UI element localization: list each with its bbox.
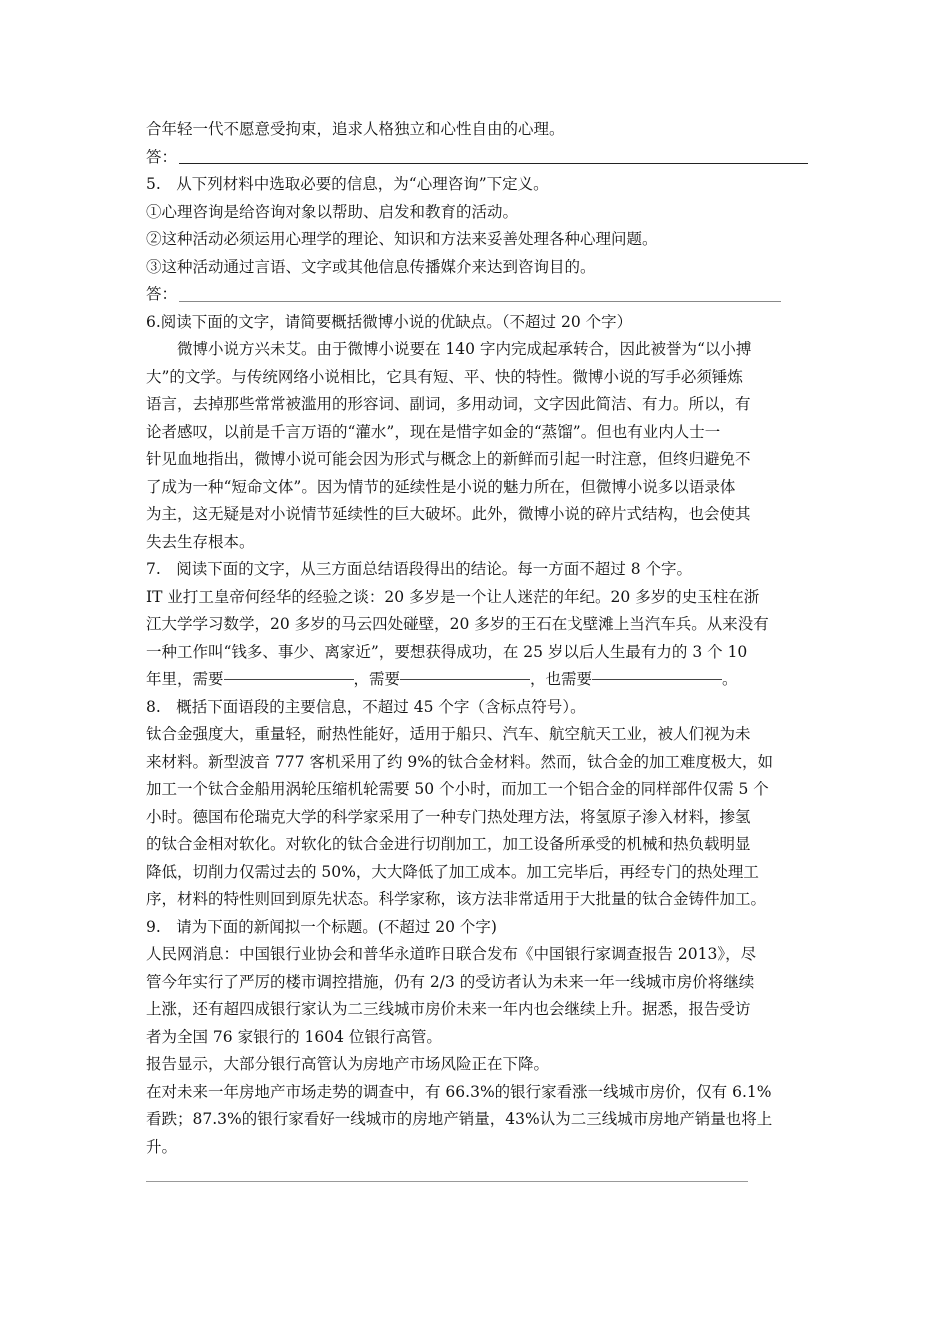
q6-passage-line: 微博小说方兴未艾。由于微博小说要在 140 字内完成起承转合，因此被誉为“以小搏 [177, 340, 752, 358]
q8-title: 8. 概括下面语段的主要信息，不超过 45 个字（含标点符号）。 [146, 697, 586, 716]
fill-blank-3[interactable] [592, 679, 722, 680]
q9-passage-line: 者为全国 76 家银行的 1604 位银行高管。 [146, 1027, 442, 1046]
q7-fill-line [146, 666, 811, 694]
answer-label: 答： [146, 147, 178, 166]
q6-passage-line: 语言，去掉那些常常被滥用的形容词、副词，多用动词，文字因此简洁、有力。所以，有 [146, 395, 751, 413]
q9-passage-line: 升。 [146, 1137, 178, 1156]
q8-passage-line: 钛合金强度大，重量轻，耐热性能好，适用于船只、汽车、航空航天工业，被人们视为未 [146, 725, 751, 743]
q6-passage-line: 针见血地指出，微博小说可能会因为形式与概念上的新鲜而引起一时注意，但终归避免不 [146, 450, 751, 468]
q8-passage-line: 来材料。新型波音 777 客机采用了约 9%的钛合金材料。然而，钛合金的加工难度极大，如 [146, 752, 773, 771]
q6-passage-line: 失去生存根本。 [146, 532, 255, 551]
answer-label: 答： [146, 285, 178, 303]
q6-passage-line: 大”的文学。与传统网络小说相比，它具有短、平、快的特性。微博小说的写手必须锤炼 [146, 367, 743, 386]
q7-passage-line: 一种工作叫“钱多、事少、离家近”，要想获得成功，在 25 岁以后人生最有力的 3 个 10 [146, 642, 748, 661]
q9-passage-line: 人民网消息：中国银行业协会和普华永道昨日联合发布《中国银行家调查报告 2013》，尽 [146, 945, 757, 963]
answer-rule [179, 163, 808, 164]
answer-rule [179, 301, 781, 302]
fill-text: 年里，需要 [146, 670, 224, 688]
fill-blank-1[interactable] [224, 679, 354, 680]
q6-passage-line: 论者感叹，以前是千言万语的“灌水”，现在是惜字如金的“蒸馏”。但也有业内人士一 [146, 422, 721, 441]
fill-text: 。 [722, 670, 738, 688]
q9-passage-line: 上涨，还有超四成银行家认为二三线城市房价未来一年内也会继续上升。据悉，报告受访 [146, 1000, 751, 1018]
q5-material-1: ①心理咨询是给咨询对象以帮助、启发和教育的活动。 [146, 202, 519, 221]
answer-line-q5[interactable] [146, 281, 811, 309]
q9-passage-line: 在对未来一年房地产市场走势的调查中，有 66.3%的银行家看涨一线城市房价，仅有 6.1% [146, 1082, 772, 1101]
q9-passage-line: 管今年实行了严厉的楼市调控措施，仍有 2/3 的受访者认为未来一年一线城市房价将继续 [146, 972, 755, 991]
fill-text: ，需要 [353, 670, 401, 688]
q9-title: 9. 请为下面的新闻拟一个标题。(不超过 20 个字) [146, 917, 497, 936]
q5-material-3: ③这种活动通过言语、文字或其他信息传播媒介来达到咨询目的。 [146, 257, 596, 276]
q6-passage-line: 了成为一种“短命文体”。因为情节的延续性是小说的魅力所在，但微博小说多以语录体 [146, 477, 736, 496]
q6-title: 6.阅读下面的文字，请简要概括微博小说的优缺点。（不超过 20 个字） [146, 312, 633, 331]
q5-title: 5. 从下列材料中选取必要的信息，为“心理咨询”下定义。 [146, 175, 549, 193]
q7-passage-line: IT 业打工皇帝何经华的经验之谈：20 多岁是一个让人迷茫的年纪。20 多岁的史玉柱在浙 [146, 587, 760, 606]
q8-passage-line: 降低，切削力仅需过去的 50%，大大降低了加工成本。加工完毕后，再经专门的热处理工 [146, 862, 759, 881]
fill-blank-2[interactable] [400, 679, 530, 680]
q9-passage-line: 看跌；87.3%的银行家看好一线城市的房地产销量，43%认为二三线城市房地产销量也将上 [146, 1110, 773, 1128]
q8-passage-line: 的钛合金相对软化。对软化的钛合金进行切削加工，加工设备所承受的机械和热负载明显 [146, 835, 751, 853]
answer-rule-q9[interactable] [146, 1181, 748, 1182]
q5-material-2: ②这种活动必须运用心理学的理论、知识和方法来妥善处理各种心理问题。 [146, 230, 658, 248]
answer-line-q4[interactable] [146, 144, 811, 172]
q7-passage-line: 江大学学习数学，20 多岁的马云四处碰壁，20 多岁的王石在戈壁滩上当汽车兵。从来没有 [146, 615, 769, 633]
fill-text: ，也需要 [530, 670, 593, 688]
continued-text-line: 合年轻一代不愿意受拘束，追求人格独立和心性自由的心理。 [146, 120, 565, 138]
q6-passage-line: 为主，这无疑是对小说情节延续性的巨大破坏。此外，微博小说的碎片式结构，也会使其 [146, 505, 751, 523]
q9-passage-line: 报告显示，大部分银行高管认为房地产市场风险正在下降。 [146, 1055, 550, 1073]
q8-passage-line: 序，材料的特性则回到原先状态。科学家称，该方法非常适用于大批量的钛合金铸件加工。 [146, 890, 767, 908]
q7-title: 7. 阅读下面的文字，从三方面总结语段得出的结论。每一方面不超过 8 个字。 [146, 560, 693, 578]
document-page [146, 116, 811, 1182]
q8-passage-line: 小时。德国布伦瑞克大学的科学家采用了一种专门热处理方法，将氢原子渗入材料，掺氢 [146, 807, 751, 826]
q8-passage-line: 加工一个钛合金船用涡轮压缩机轮需要 50 个小时，而加工一个铝合金的同样部件仅需 5 个 [146, 780, 769, 798]
